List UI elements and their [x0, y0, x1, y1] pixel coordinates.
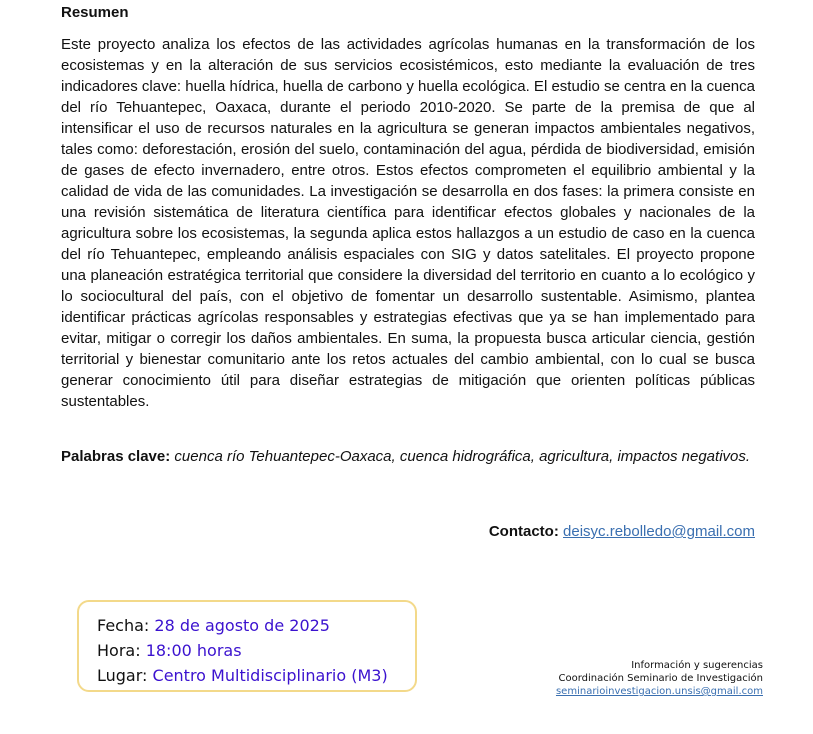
info-line-1: Información y sugerencias: [631, 660, 763, 671]
keywords-label: Palabras clave:: [61, 448, 171, 465]
contact-line: [489, 522, 755, 542]
event-time-value: 18:00 horas: [145, 641, 242, 660]
event-date-row: [97, 613, 415, 638]
event-place-row: [97, 663, 415, 688]
event-date-label: Fecha:: [97, 616, 150, 635]
event-date-value: 28 de agosto de 2025: [154, 616, 330, 635]
event-place-label: Lugar:: [97, 666, 148, 685]
abstract-body: Este proyecto analiza los efectos de las actividades agrícolas humanas en la transformación de los ecosistemas y en la alteración de sus servicios ecosistémicos, esto mediante la evaluación de tres indicadores clave: huella hídrica, huella de carbono y huella ecológica. El estudio se centra en la cuenca del río Tehuantepec, Oaxaca, durante el periodo 2010-2020. Se parte de la premisa de que al intensificar el uso de recursos naturales en la agricultura se generan impactos ambientales negativos, tales como: deforestación, erosión del suelo, contaminación del agua, pérdida de biodiversidad, emisión de gases de efecto invernadero, entre otros. Estos efectos comprometen el equilibrio ambiental y la calidad de vida de las comunidades. La investigación se desarrolla en dos fases: la primera consiste en una revisión sistemática de literatura científica para identificar efectos globales y nacionales de la agricultura sobre los ecosistemas, la segunda aplica estos hallazgos a un estudio de caso en la cuenca del río Tehuantepec, empleando análisis espaciales con SIG y datos satelitales. El proyecto propone una planeación estratégica territorial que considere la diversidad del territorio en cuanto a lo ecológico y lo sociocultural del país, con el objetivo de fomentar un desarrollo sustentable. Asimismo, plantea identificar prácticas agrícolas responsables y estrategias efectivas que ya se han implementado para evitar, mitigar o corregir los daños ambientales. En suma, la propuesta busca articular ciencia, gestión territorial y bienestar comunitario ante los retos actuales del cambio ambiental, con lo cual se busca generar conocimiento útil para diseñar estrategias de mitigación que orienten políticas públicas sustentables.: [61, 36, 755, 410]
abstract-title: Resumen: [61, 4, 129, 21]
contact-label: Contacto:: [488, 523, 559, 540]
event-place-value: Centro Multidisciplinario (M3): [152, 666, 388, 685]
event-time-label: Hora:: [97, 641, 141, 660]
keywords-paragraph: [61, 446, 755, 467]
contact-email-link[interactable]: deisyc.rebolledo@gmail.com: [563, 523, 755, 540]
info-block: [556, 659, 763, 698]
event-time-row: [97, 638, 415, 663]
info-line-2: Coordinación Seminario de Investigación: [558, 673, 763, 684]
event-details-box: [77, 600, 417, 692]
keywords-text: cuenca río Tehuantepec-Oaxaca, cuenca hidrográfica, agricultura, impactos negativos.: [174, 448, 751, 465]
info-email-link[interactable]: seminarioinvestigacion.unsis@gmail.com: [555, 686, 763, 697]
